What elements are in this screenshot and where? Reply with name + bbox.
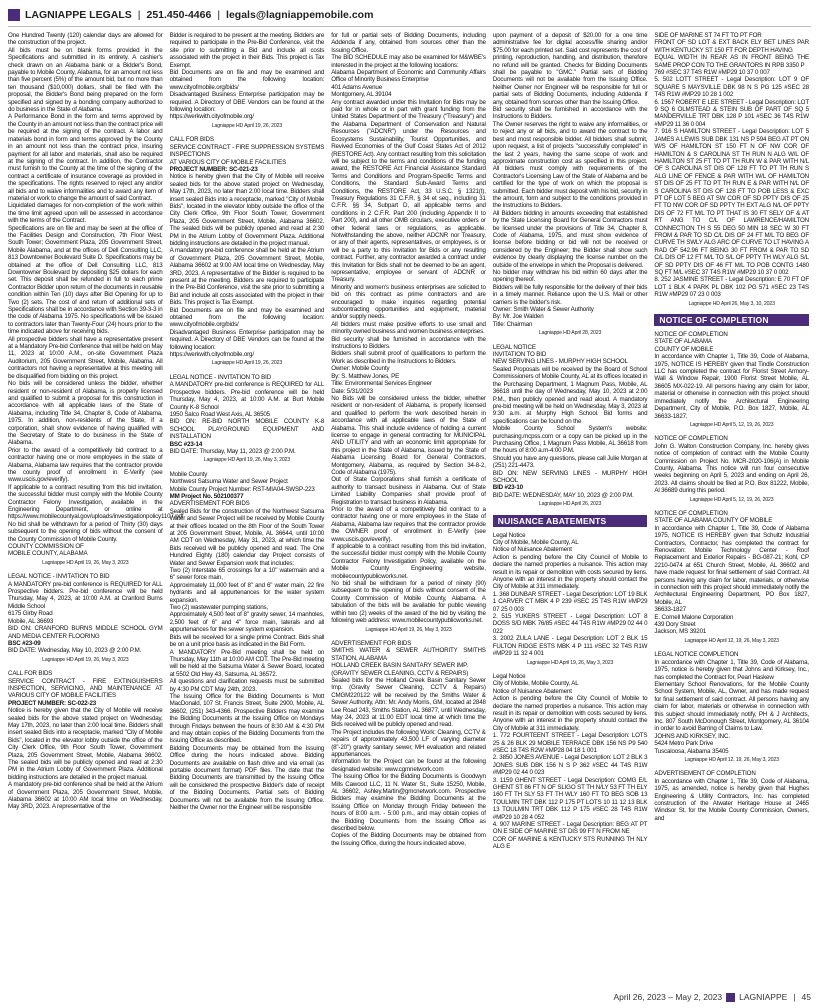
notice-paragraph: BID ON: NEW SERVING LINES - MURPHY HIGH SCHOOL: [492, 469, 648, 484]
notice-paragraph: Approximately 4,500 feet of 8" gravity sewer, 14 manholes, 2,500 feet of 6" and 4" force main, laterals and all appurtenances for the sewer system expansion.: [169, 611, 325, 634]
notice-paragraph: ADVERTISEMENT OF COMPLETION: [654, 770, 756, 778]
publication-byline: Lagniappe HD April 19, 26, 2023: [211, 360, 283, 367]
notice-paragraph: Legal Notice: [492, 531, 526, 539]
notice-paragraph: In accordance with Chapter 1, Title 39, Code of Alabama, 1975, notice is hereby given that Johns and Kirksey, Inc., has completed the Contract for, Pearl Haskew: [654, 658, 809, 681]
notice-paragraph: INVITATION TO BID: [492, 351, 547, 359]
notice-paragraph: A MANDATORY Pre-Bid meeting shall be held on Thursday, May 11th at 10:00 AM CDT. The Pre-Bid meeting will be held at the Satsuma Water & Sewer Board, located at 5502 Old Hwy 43, Satsuma, AL 36572.: [169, 648, 325, 678]
brand-square-icon: [726, 993, 735, 1002]
notice-paragraph: 2. 3850 JONES AVENUE - Legal Description: LOT 2 BLK 3 JONES SUB DBK 156 N S P 362 #SEC 44 T4S R1W #MP29 02 44 0 023: [492, 754, 648, 777]
notice-paragraph: MOBILE COUNTY, ALABAMA: [8, 550, 88, 558]
footer-separator: |: [793, 992, 796, 1002]
notice-paragraph: LEGAL NOTICE: [492, 343, 536, 351]
notice-paragraph: Specifications are on file and may be seen at the office of the Facilities Design and Construction, 7th Floor West, South Tower; Government Plaza, 205 Government Street, Mobile Alabama, and at the offices of Dell Consulting LLC, 813 Downtowner Boulevard Suite D. Specifications may be obtained at the office of Dell Consulting LLC, 813 Downtowner Boulevard by depositing $25 dollars for each set. This deposit shall be refunded in full to each prime Contractor Bidder upon return of the documents in reusable condition within Ten (10) days after Bid Opening for up to Two (2) sets. The cost of and return of additional sets of Specifications shall be in accordance with Section 39-3-3 in the code of Alabama 1975. No specifications will be issued to contractors later than Twenty-Four (24) hours prior to the time indicated above for receiving bids.: [8, 224, 163, 336]
notice-paragraph: All bidders must make positive efforts to use small and minority owned business and women business enterprises.: [331, 320, 486, 336]
notice-paragraph: for full or partial sets of Bidding Documents, including Addenda if any, obtained from sources other than the Issuing Office.: [331, 32, 486, 54]
notice-paragraph: Legal Notice: [492, 672, 526, 680]
section-heading: NOTICE OF COMPLETION: [654, 314, 809, 326]
notice-paragraph: The Project includes the following Work: Cleaning, CCTV & repairs of approximately 43,500 LF of varying diameter (8"-20") gravity sanitary sewer, MH evaluation and related appurtenances.: [331, 728, 486, 758]
bid-number: BID #23-10: [492, 484, 523, 492]
notice-paragraph: HOLLAND CREEK BASIN SANITARY SEWER IMP.: [331, 662, 468, 670]
notice-paragraph: One Hundred Twenty (120) calendar days are allowed for the construction of the project.: [8, 32, 163, 47]
notice-paragraph: John G. Walton Construction Company, Inc. hereby gives notice of completion of contract with the Mobile County Commission on Project No. MCR-2020-106(A) in Mobile County, Alabama. This notice will run four consecutive weeks beginning on April 5, 2023 and ending on April 26, 2023. All claims should be filed at P.O. Box 81222, Mobile, Al 36689 during this period.: [654, 442, 809, 495]
notice-paragraph: NOTICE OF COMPLETION: [654, 331, 728, 339]
notice-paragraph: The Issuing Office for the Bidding Documents is Mott MacDonald, 107 St. Francis Street, Suite 2900, Mobile, AL 36602, (251) 343-4366. Prospective Bidders may examine the Bidding Documents at the Issuing Office on Mondays through Fridays between the hours of 8:30 AM & 4:30 PM and may obtain copies of the Bidding Documents from the Issuing Office as described.: [169, 692, 325, 745]
notice-paragraph: 1. 772 FOURTEENT STREET - Legal Description: LOTS 25 & 26 BLK 29 MOBILE TERRACE DBK 156 NS P9 540 #SEC 18 T4S R2W #MP28 04 18 1 001: [492, 732, 648, 754]
notice-paragraph: Mobile County School System's website: purchasing.mcpss.com or a copy can be picked up in the Purchasing Office, 1 Magnum Pass Mobile, AL 36618 from the hours of 8:00 a.m-4:00 P.M.: [492, 425, 648, 455]
notice-paragraph: STATE OF ALABAMA COUNTY OF MOBILE: [654, 517, 773, 525]
bid-number: BSC #23-14: [169, 440, 203, 448]
notice-paragraph: SERVICE CONTRACT - FIRE SUPPRESSION SYSTEMS INSPECTIONS: [169, 143, 325, 159]
notice-paragraph: City of Mobile, Mobile County, AL: [492, 680, 579, 688]
notice-paragraph: CALL FOR BIDS: [8, 670, 53, 678]
notice-paragraph: A Performance Bond in the form and terms approved by the County in an amount not less than the contract price will be required at the signing of the contract. A labor and materials bond in form and terms approved by the County in an amount not less than the contract price, insuring payment for all labor and materials, shall also be required at the signing of the contract. In addition, the Contractor must furnish to the County at the time of the signing of the contract a certificate of insurance coverage as provided in the specifications. The rights reserved to reject any and/or all bids and to waive informalities and to award any item of material or work to change the amount of said Contract.: [8, 113, 163, 202]
notice-paragraph: A mandatory pre-bid conference shall be held at the Atrium of Government Plaza, 205 Government Street, Mobile, Alabama 36602 at 9:00 AM local time on Wednesday, May 3RD, 2023. A representative of the Bidder is required to be present at the meeting. Bidders are required to participate in the Pre-Bid Conference, visit the site prior to submitting a Bid and include all costs associated with the project in their Bids. This project is Tax Exempt.: [169, 247, 325, 307]
legal-columns: [8, 32, 811, 984]
notice-paragraph: Sealed Bids for the construction of the Northwest Satsuma Water and Sewer Project will be received by Mobile County at their offices located on the 8th Floor of the South Tower at 205 Government Street, Mobile, AL 36644, until 10:00 AM CDT on Wednesday, May 31, 2023, at which time the Bids received will be publicly opened and read. The One Hundred Eighty (180) calendar day Project consists of Water and Sewer Expansion work that includes:: [169, 507, 325, 567]
notice-paragraph: 8. 252 JASMINE STREET - Legal Description: E 70 FT OF LOT 1 BLK 4 PARK PL DBK 102 PG 571 #SEC 23 T4S R1W #MP29 07 23 0 003: [654, 276, 809, 299]
notice-paragraph: Disadvantaged Business Enterprise participation may be required. A Directory of DBE Vendors can be found at the following location:: [169, 328, 325, 351]
bid-number: PROJECT NUMBER: SC-022-23: [8, 699, 97, 707]
header-rule: [8, 26, 811, 27]
header-phone: 251.450-4466: [146, 9, 212, 21]
notice-paragraph: Notice is hereby given that the City of Mobile will receive sealed bids for the above stated project on Wednesday, May 17th, 2023, no later than 2:00 local time. Bidders shall insert sealed Bids into a receptacle, marked "City of Mobile Bids", located in the elevator lobby outside the office of the City Clerk Office, 9th Floor South Tower, Government Plaza, 205 Government Street, Mobile, Alabama 36602. The sealed bids will be publicly opened and read at 2:30 PM in the Atrium Lobby of Government Plaza. Additional bidding instructions are detailed in the project manual.: [169, 173, 325, 247]
notice-paragraph: In accordance with Chapter 1, Title 39, Code of Alabama, 1975, as amended, notice is hereby given that Hughes Engineering & Utility Contractors, Inc. has completed construction of the Atwater Heritage House at 2465 Windsor St. for the Mobile County Commission, Owners, and: [654, 777, 809, 822]
page-header: [8, 8, 373, 22]
notice-paragraph: 1950 Salco Road West Axis, AL 36505: [169, 410, 270, 418]
section-heading: NUISANCE ABATEMENTS: [493, 515, 648, 527]
publication-byline: Lagniappe HD April 19, 26, May 3, 2023: [365, 626, 452, 633]
notice-paragraph: Bid Documents are on file and may be examined and obtained from the following location: www.cityofmobile.org/bids/: [169, 69, 325, 91]
notice-paragraph: Sealed bids for the Holland Creek Basin Sanitary Sewer Imp. (Gravity Sewer Cleaning, CCTV & Repairs) CMGM220122 will be received by the Smiths Water & Sewer Authority, Attn: Mr. Andy Morris, GM, located at 2848 Lee Road 243, Smiths Station, AL 36877, until Wednesday, May 24, 2023 at 11:00 EDT local time at which time the Bids received will be publicly opened and read.: [331, 676, 486, 729]
notice-paragraph: (GRAVITY SEWER CLEANING, CCTV & REPAIRS): [331, 669, 469, 677]
notice-paragraph: Approximately 11,000 feet of 8" and 6" water main, 22 fire hydrants and all appurtenances for the water system expansion.: [169, 581, 325, 604]
notice-paragraph: 7. 916 S HAMILTON STREET - Legal Description: LOT 5 JAMES A LEWIS SUB DBK 131 NS P 594 BEG AT PT ON W/S OF HAMILTON ST 150 FT N OF NW COR OF HAMILTON & S CAROLINA ST TH RUN N ALG W/L OF HAMILTON ST 25 FT TO PT TH RUN W & PAR WITH N/L OF S CAROLINA ST DIS OF 128 FT TO PT TH RUN S ALG LINE OF FENCE & PAR WITH W/L OF HAMILTON ST DIS OF 25 FT TO PT TH RUN E & PAR WITH N/L OF S CAROLINA ST DIS OF 128 FT TO POB LESS & EXC PT OF LOT 5 BEG AT SW COR OF SD PPTY DIS OF 25 FT TO NW COR OF SD PPTY TH EXT ALG N/L OF PPTY DIS OF 72 FT M/L TO PT THAT IS 30 FT SELY OF & AT RT ANG TO C/L OF LAWRENCE/HAMILTON CONNECTION TH S 55 DEG 50 MIN 18 SEC W 30 FT FROM & PAR TO SD C/L DIS OF 24 FT M/L TO BEG OF CURVE TH SWLY ALG ARC OF CURVE TO LT HAVING A RAD OF 542.96 FT BEING 30 FT FROM & PAR TO SD C/L DIS OF 12 FT M/L TO S/L OF PPTY TH WLY ALG S/L OF SD PPTY DIS OF 46 FT M/L TO POB CONTG 1480 SQ FT M/L #SEC 37 T4S R1W #MP29 10 37 0 002: [654, 128, 809, 276]
publication-byline: Lagniappe HD April 19, 26, May 3, 2023: [42, 559, 129, 566]
notice-paragraph: EQUAL WIDTH IN REAR AS IN FRONT BEING THE SAME PROP CON TO THE GRANTORS IN RPB 3350 P: [654, 54, 809, 69]
notice-paragraph: Mobile County Project Number: RST-MIA04-SWSP-223: [169, 485, 315, 493]
notice-paragraph: By: Mr. Joe Walden: [492, 313, 544, 321]
notice-paragraph: Bidders will be fully responsible for the delivery of their bids in a timely manner. Reliance upon the U.S. Mail or other carriers is the bidder's risk.: [492, 283, 648, 306]
notice-paragraph: A MANDATORY pre-bid conference is REQUIRED for ALL Prospective bidders. Pre-bid conference will be held Thursday, May 4, 2023, at 10:00 A.M. at Cranford Burns Middle School: [8, 580, 163, 610]
notice-paragraph: 36633-1827: [654, 606, 686, 614]
notice-paragraph: SIDE OF MARINE ST 74 FT TO PT FOR: [654, 32, 762, 39]
notice-paragraph: Any contract awarded under this Invitation for Bids may be paid for in whole or in part with grant funding from the United States Department of the Treasury ("Treasury") and the Alabama Department of Conservation and Natural Resources ("ADCNR") under the Resources and Ecosystems Sustainability, Tourist Opportunities, and Revived Economies of the Gulf Coast States Act of 2012 (RESTORE Act). Any contract resulting from this solicitation will be subject to the terms and conditions of the funding award, the RESTORE Act Financial Assistance Standard Terms and Conditions and Program-Specific Terms and Conditions, the Standard Sub-Award Terms and Conditions, the RESTORE Act, 33 U.S.C. § 1321(t), Treasury Regulations 31 C.F.R. § 34 et seq., including 31 C.F.R. §§ 34, Subpart D, all applicable terms and conditions in 2 C.F.R. Part 200 (including Appendix II to Part 200), and all other OMB circulars, executive orders or other federal laws or regulations, as applicable. Notwithstanding the above, neither ADCNR nor Treasury, or any of their agents, representatives, or employees, is or will be a party to this Invitation for Bids or any resulting contract. Further, any contractor awarded a contract under this Invitation for Bids shall not be deemed to be an agent, representative, employee or servant of ADCNR or Treasury.: [331, 98, 486, 284]
notice-paragraph: Date: 5/31/2023: [331, 387, 373, 395]
notice-paragraph: COUNTY OF MOBILE: [654, 345, 714, 353]
notice-paragraph: Two (2) Interstate 65 crossings for a 10" watermain and a 6" sewer force main,: [169, 567, 325, 582]
publication-byline: Lagniappe HD April 26, 2023: [538, 501, 602, 508]
notice-paragraph: Bid Documents are on file and may be examined and obtained from the following location: www.cityofmobile.org/bids/: [169, 306, 325, 329]
notice-paragraph: Notice of Nuisance Abatement: [492, 687, 572, 695]
notice-paragraph: BID DATE: Wednesday, May 10, 2023 @ 2:00 P.M.: [8, 647, 142, 655]
notice-paragraph: LEGAL NOTICE - INVITATION TO BID: [169, 373, 272, 381]
notice-paragraph: Mobile, AL 36693: [8, 617, 54, 625]
notice-paragraph: If applicable to a contract resulting from this bid invitation, the successful bidder must comply with the Mobile County Contractor Felony Investigation Policy, available on the Mobile County Engineering website, mobilecountypublicworks.net.: [331, 543, 486, 580]
notice-paragraph: FRONT OF SD LOT & EXT BACK ELY BET LINES PAR WITH KENTUCKY ST 150 FT FOR DEPTH HAVING: [654, 39, 809, 54]
notice-paragraph: Bids will be received for a single prime Contract. Bids shall be on a unit price basis as indicated in the Bid Form.: [169, 633, 325, 649]
notice-paragraph: All prospective bidders shall have a representative present at a Mandatory Pre-bid Conference that will be held on May 11, 2023 at 10:00 A.M., on-site Government Plaza Auditorium, 205 Government Street, Mobile, Alabama. All contractors not having a representative at this meeting will be disqualified from bidding on this project.: [8, 335, 163, 380]
notice-paragraph: CALL FOR BIDS: [169, 136, 214, 144]
notice-paragraph: By: S. Matthew Jones, PE: [331, 372, 400, 380]
notice-paragraph: 769 #SEC 37 T4S R1W #MP29 10 37 0 007: [654, 69, 770, 77]
notice-paragraph: In accordance with Chapter 1, Title 39, Code of Alabama 1975, NOTICE IS HEREBY given that Schultz Industrial Contractors, Contractor, has completed the contract for Renovation: Mobile Technology Center - Roof Replacement and Exterior Repairs - BG-087-21; Kohl, CP 2210-0474 at 651 Church Street, Mobile, AL 36602 and have made request for final settlement of said Contract. All persons having any claim for labor, materials, or otherwise in connection with this project should immediately notify the Architectural Engineering Department, PO Box 1827, Mobile, AL: [654, 524, 809, 606]
column-5: [654, 32, 809, 984]
notice-paragraph: 1. 368 DUNBAR STREET - Legal Description: LOT 19 BLK 1 CARVER CT MBK 4 P 239 #SEC 25 T4S R1W #MP29 07 25 0 003: [492, 590, 648, 613]
notice-paragraph: No Bids will be considered unless the bidder, whether resident or non-resident of Alabama, is properly licensed and qualified to perform the work described herein in accordance with all applicable laws of the State of Alabama. This shall include evidence of holding a current license to engage in general contracting for MUNICIPAL AND UTILITY and with an economic limit appropriate for this project in the State of Alabama, issued by the State of Alabama Licensing Board for General Contractors, Montgomery, Alabama, as required by Section 34-8-2, Code of Alabama (1975).: [331, 394, 486, 476]
notice-paragraph: 6175 Girby Road: [8, 610, 53, 618]
notice-paragraph: 3. 2002 ZULA LANE - Legal Description: LOT 2 BLK 15 FULTON RIDGE ESTS MBK 4 P 111 #SEC 32 T4S R1W #MP29 11 32 4 001: [492, 635, 648, 658]
publication-byline: Lagniappe HD April 5, 12, 19, 26, 2023: [689, 421, 774, 428]
notice-paragraph: ADVERTISEMENT FOR BIDS: [331, 639, 412, 647]
column-3: [331, 32, 486, 984]
publication-byline: Lagniappe HD April 19, 26, May 3, 2023: [42, 656, 129, 663]
notice-paragraph: Bid security shall be furnished in accordance with the Instructions to Bidders.: [492, 106, 648, 121]
notice-paragraph: All Bidders bidding in amounts exceeding that established by the State Licensing Board for General Contractors must be licensed under the provisions of Title 34, Chapter 8, Code of Alabama, 1975, and must show evidence of license before bidding or bid will not be received or considered by the Engineer; the Bidder shall show such evidence by clearly displaying the license number on the outside of the envelope in which the Proposal is delivered.: [492, 209, 648, 269]
notice-paragraph: All bids must be on blank forms provided in the Specifications and submitted in its entirety. A cashier's check drawn on an Alabama bank or a Bidder's Bond, payable to Mobile County, Alabama, for an amount not less than five percent (5%) of the amount bid, but no more than ten thousand ($10,000) dollars, shall be filed with the proposal, the Bidder's Bond being prepared on the form specified and signed by a bonding company authorized to do business in the State of Alabama.: [8, 46, 163, 114]
column-1: [8, 32, 184, 984]
notice-paragraph: No bidder may withdraw his bid within 60 days after the opening thereof.: [492, 269, 648, 284]
notice-paragraph: 2. 515 YUKERS STREET - Legal Description: LOT 8 DOSS S/D MBK 76/85 #SEC 44 T4S R1W #MP29 02 44 0 022: [492, 613, 648, 635]
publication-byline: Lagniappe HD April 19, 26, 2023: [211, 122, 283, 129]
notice-paragraph: Elementary School Renovations, for the Mobile County School System, Mobile, AL, Owner, and has made request for final settlement of said contract. All persons having any claim for labor, materials or otherwise in connection with this subject should immediately notify, PH & J Architects, Inc. 807 South McDonough Street, Montgomery, AL 36104 in order to avoid Barring of Claims to Law.: [654, 680, 809, 733]
notice-paragraph: 5424 Metro Park Drive: [654, 740, 714, 748]
notice-paragraph: No bid shall be withdrawn for a period of Thirty (30) days subsequent to the opening of bids without the consent of the County Commission of Mobile County.: [8, 520, 163, 543]
footer-brand: LAGNIAPPE: [739, 992, 788, 1002]
notice-paragraph: Alabama Department of Economic and Community Affairs Office of Minority Business Enterprise: [331, 69, 486, 84]
notice-paragraph: NOTICE OF COMPLETION: [654, 435, 728, 443]
notice-paragraph: Bidding Documents may be obtained from the Issuing Office during the hours indicated above. Bidding Documents are available on flash drive and via email (as portable document format) PDF files. The date that the Bidding Documents are transmitted by the Issuing Office will be considered the prospective Bidder's date of receipt of the Bidding Documents. Partial sets of Bidding Documents will not be available from the Issuing Office. Neither the Owner nor the Engineer will be responsible: [169, 744, 325, 812]
publication-byline: Lagniappe HD April 28, 2023: [538, 330, 602, 337]
notice-paragraph: Owner: Mobile County: [331, 365, 390, 373]
notice-paragraph: 5. 502 LOTT STREET - Legal Description: LOT 9 OF SQUARE 5 MAYSVILLE DBK 98 N S PG 125 #SEC 28 T4S R1W #MP29 10 28 1 002: [654, 76, 809, 99]
notice-paragraph: Notice of Nuisance Abatement: [492, 546, 572, 554]
notice-paragraph: 3. 1159 GHENT STREET - Legal Description: COMG E/L GHENT ST 86 FT N OF SLIGO ST TH N/LY 53 FT TH ELY 160 FT TH SLY 53 FT TH WLY 160 FT TO BEG SOB 13 TOULMIN TRT DBK 112 P 175 PT LOTS 10 11 12 13 BLK 13 TOULMIN TRT DBK 112 P 175 #SEC 28 T4S R1W #MP29 10 28 4 052: [492, 776, 648, 821]
notice-paragraph: COUNTY COMMISSION OF: [8, 543, 84, 551]
notice-paragraph: A mandatory pre-bid conference shall be held at the Atrium of Government Plaza, 205 Government Street, Mobile, Alabama 36602 at 10:00 AM local time on Wednesday, May 3RD, 2023. A representative of the: [8, 781, 163, 811]
notice-paragraph: STATE OF ALABAMA: [654, 338, 712, 346]
header-section-title: LAGNIAPPE LEGALS: [25, 9, 132, 21]
notice-paragraph: No bid shall be withdrawn for a period of ninety (90) subsequent to the opening of bids without consent of the County Commission of Mobile County, Alabama. A tabulation of the bids will be available for public viewing within two (2) weeks of the award of the bid by visiting the following web address: www.mobilecountypublicworks.net.: [331, 580, 486, 625]
page-footer: [613, 992, 811, 1002]
notice-paragraph: Two (2) wastewater pumping stations,: [169, 604, 269, 612]
column-2: [170, 32, 325, 984]
notice-paragraph: BID ON: RE-BID NORTH MOBILE COUNTY K-8 SCHOOL PLAYGROUND EQUIPMENT AND INSTALLATION: [169, 418, 325, 441]
notice-paragraph: LEGAL NOTICE COMPLETION: [654, 651, 739, 659]
notice-paragraph: Notice is hereby given that the City of Mobile will receive sealed bids for the above stated project on Wednesday, May 17th, 2023, no later than 2:00 local time. Bidders shall insert sealed Bids into a receptacle, marked "City of Mobile Bids", located in the elevator lobby outside the office of the City Clerk Office, 9th Floor South Tower, Government Plaza, 205 Government Street, Mobile, Alabama 36602. The sealed bids will be publicly opened and read at 2:30 PM in the Atrium Lobby of Government Plaza. Additional bidding instructions are detailed in the project manual.: [8, 707, 163, 781]
notice-paragraph: SMITHS WATER & SEWER AUTHORITY SMITHS STATION, ALABAMA: [331, 647, 486, 662]
notice-paragraph: LEGAL NOTICE - INVITATION TO BID: [8, 573, 110, 581]
publication-byline: Lagniappe HD April 12, 19, 26, May 3, 2023: [684, 756, 779, 763]
notice-paragraph: Out of State Corporations shall furnish a certificate of authority to transact business in Alabama. Out of State Limited Liability Companies shall provide proof of Registration to transact business in Alabama.: [331, 476, 486, 506]
notice-paragraph: Mobile County: [169, 470, 208, 478]
notice-paragraph: If applicable to a contract resulting from this bid invitation, the successful bidder must comply with the Mobile County Contractor Felony Investigation, available in the Engineering Department, or online at https://www.mobilecountyal.gov/uploads/investigationpolicy1107.pdf: [8, 483, 184, 521]
notice-paragraph: 6. 1567 ROBERT E LEE STREET - Legal Description: LOT 9 SQ 6 OLMSTEAD & STEIN SUB OF PART OF SQ 5 MANDERVILLE TRT DBK 128 P 101 #SEC 36 T4S R1W #MP29 11 36 0 004: [654, 98, 809, 128]
notice-paragraph: upon payment of a deposit of $20.00 for a one time administrative fee for digital access/file sharing and/or $75.00 for each printed set. Said cost represents the cost of printing, reproduction, handling, and distribution, therefore no refund will be granted. Checks for Bidding Documents shall be payable to "GMC." Partial sets of Bidding Documents will not be available from the Issuing Office. Neither Owner nor Engineer will be responsible for full or partial sets of Bidding Documents, including Addenda if any, obtained from sources other than the Issuing Office.: [492, 32, 648, 106]
notice-paragraph: Bidder is required to be present at the meeting. Bidders are required to participate in the Pre-Bid Conference, visit the site prior to submitting a Bid and include all costs associated with the project in their Bids. This project is Tax Exempt.: [169, 32, 325, 69]
brand-square-icon: [8, 9, 20, 21]
notice-paragraph: Sealed Proposals will be received by the Board of School Commissioners of Mobile County, AL at its offices located in the Purchasing Department, 1 Magnum Pass, Mobile, AL 36618 until the day of Wednesday, May 10, 2023 at 2:00 P.M., then publicly opened and read aloud. A mandatory pre-bid meeting will be held on Wednesday, May 3, 2023 at 9:30 a.m. at Murphy High School. Bid forms and specifications can be found on the: [492, 365, 648, 425]
notice-paragraph: NOTICE OF COMPLETION: [654, 509, 728, 517]
publication-byline: Lagniappe HD April 19, 26, May 3, 2023: [526, 659, 614, 666]
header-email[interactable]: legals@lagniappemobile.com: [226, 9, 374, 21]
notice-paragraph: Action is pending before the City Council of Mobile to declare the named properties a nuisance. This action may result in its repair or demolition with costs secured by liens. Anyone with an interest in the property should contact the City of Mobile at 311 immediately.: [492, 553, 648, 591]
notice-paragraph: 4. 907 MARINE STREET - Legal Description: BEG AT PT ON E SIDE OF MARINE ST DIS 99 FT N FROM NE: [492, 821, 648, 836]
notice-paragraph: Information for the Project can be found at the following designated website: www.cgmnetwork.com: [331, 758, 486, 773]
notice-paragraph: In accordance with Chapter 1, Title 39, Code of Alabama, 1975, NOTICE IS HEREBY given that Tindle Construction LLC has completed the contract for Florist Street Armory-Wall & Window Repair, 1900 Florist Street Mobile, AL 36605 MX-022-19. All persons having any claim for labor, material or otherwise in connection with this project should immediately notify the Architectural Engineering Department, City of Mobile, P.O. Box 1827, Mobile, AL 36633-1827.: [654, 353, 809, 420]
notice-paragraph: Disadvantaged Business Enterprise participation may be required. A Directory of DBE Vendors can be found at the following location:: [169, 91, 325, 114]
bid-number: PROJECT NUMBER: SC-021-23: [169, 165, 258, 173]
notice-paragraph: https://werkwith.cityofmobile.org/: [169, 113, 254, 121]
notice-paragraph: NEW SERVING LINES - MURPHY HIGH SCHOOL: [492, 358, 628, 366]
notice-paragraph: The BID SCHEDULE may also be examined for M&WBE's interested in the project at the following locations:: [331, 54, 486, 69]
notice-paragraph: No bids will be considered unless the bidder, whether resident or non-resident of Alabama, is properly licensed and qualified to submit a proposal for this construction in accordance with all applicable laws of the State of Alabama, including Title 34, Chapter 8, Code of Alabama, 1975. In addition, non-residents of the State, if a corporation, shall show evidence of having qualified with the Secretary of State to do business in the State of Alabama.: [8, 380, 163, 447]
notice-paragraph: Title: Chairman: [492, 320, 533, 328]
notice-paragraph: 401 Adams Avenue: [331, 83, 382, 91]
notice-paragraph: SERVICE CONTRACT - FIRE EXTINGUISHERS INSPECTION, SERVICING, AND MAINTENANCE AT VARIOUS CITY OF MOBILE FACILITIES: [8, 677, 163, 700]
header-separator: |: [137, 9, 141, 21]
notice-paragraph: E. Cornell Malone Corporation: [654, 613, 734, 621]
notice-paragraph: Bidders shall submit proof of qualifications to perform the Work as described in the Instructions to Bidders.: [331, 350, 486, 365]
notice-paragraph: JOHNS AND KIRKSEY, INC.: [654, 732, 730, 740]
header-separator: |: [217, 9, 221, 21]
bid-number: MM Project No. 502100377: [169, 492, 244, 500]
publication-byline: Lagniappe HD April 26, May 3, 10, 2023: [688, 300, 775, 307]
notice-paragraph: City of Mobile, Mobile County, AL: [492, 539, 579, 546]
notice-paragraph: AT VARIOUS CITY OF MOBILE FACILITIES: [169, 158, 287, 166]
notice-paragraph: Jackson, MS 39201: [654, 628, 707, 636]
notice-paragraph: Minority and women's business enterprises are solicited to bid on this contract as prime contractors and are encouraged to make inquiries regarding potential subcontracting opportunities and equipment, material and/or supply needs.: [331, 283, 486, 321]
notice-paragraph: The Owner reserves the right to waive any informalities, or to reject any or all bids, and to award the contract to the best and most responsible bidder. All bidders shall submit, upon request, a list of projects "successfully completed" in the last 2 years, having the same scope of work and approximate construction cost as specified in this project. All bidders must comply with requirements of the Contractor's Licensing Law of the State of Alabama and be certified for the type of work on which the proposal is submitted. Each bidder must deposit with his bid, security in the amount, form and subject to the conditions provided in the Instructions to Bidders.: [492, 120, 648, 210]
notice-paragraph: Copies of the Bidding Documents may be obtained from the Issuing Office, during the hours indicated above,: [331, 832, 486, 847]
notice-paragraph: Should you have any questions, please call Julie Morgan at (251) 221-4473.: [492, 454, 648, 470]
notice-paragraph: Owner: Smith Water & Sewer Authority: [492, 306, 594, 314]
publication-byline: Lagniappe HD April 19, 26, May 3, 2023: [203, 457, 291, 464]
notice-paragraph: Northwest Satsuma Water and Sewer Project: [169, 478, 288, 486]
bid-number: BSC #23-09: [8, 639, 41, 647]
footer-dates: April 26, 2023 – May 2, 2023: [613, 992, 723, 1002]
notice-paragraph: Action is pending before the City Council of Mobile to declare the named properties a nuisance. This action may result in its repair or demolition with costs secured by liens. Anyone with an interest in the property should contact the City of Mobile at 311 immediately.: [492, 695, 648, 732]
notice-paragraph: ADVERTISEMENT FOR BIDS: [169, 500, 250, 508]
notice-paragraph: Montgomery, AL 39104: [331, 91, 392, 99]
notice-paragraph: A MANDATORY pre-bid conference is REQUIRED for ALL Prospective bidders. Pre-bid conference will be held Thursday, May 4, 2023, at 10:00 A.M. at Burt Mobile County K-8 School: [169, 381, 325, 411]
notice-paragraph: 439 Dory Street: [654, 621, 696, 629]
notice-paragraph: Prior to the award of a competitively bid contract to a contractor having one or more employees in the state of Alabama, Alabama law requires that the contractor provide the county proof of enrollment in E-Verify (see www.uscis.gov/everify).: [8, 446, 163, 484]
notice-paragraph: BID DATE: Thursday, May 11, 2023 @ 2:00 P.M.: [169, 447, 296, 455]
notice-paragraph: The Issuing Office for the Bidding Documents is Goodwyn Mills Cawood LLC, 11 N. Water St., Suite 15250, Mobile, AL 36602, Ashley.Martin@gmcnetwork.com. Prospective Bidders may examine the Bidding Documents at the Issuing Office on Monday through Friday between the hours of 8:00 a.m. - 5:00 p.m., and may obtain copies of the Bidding Documents from the Issuing Office as described below.: [331, 773, 486, 833]
notice-paragraph: BID ON: CRANFORD BURNS MIDDLE SCHOOL GYM AND MEDIA CENTER FLOORING: [8, 625, 163, 640]
publication-byline: Lagniappe HD April 5, 12, 19, 26, 2023: [689, 496, 774, 503]
column-4: [493, 32, 648, 984]
notice-paragraph: Liquidated damages for non-completion of the work within the time limit agreed upon will be assessed in accordance with the terms of the Contract.: [8, 202, 163, 225]
notice-paragraph: COR OF MARINE & KENTUCKY STS RUNNING TH NLY ALG E: [492, 835, 648, 851]
notice-paragraph: Title: Environmental Services Engineer: [331, 380, 432, 388]
publication-byline: Lagniappe HD April 12, 19, 26, May 3, 2023: [684, 637, 779, 644]
notice-paragraph: Prior to the award of a competitively bid contract to a contractor having one or more employees in the State of Alabama, Alabama law requires that the contractor provide the OWNER proof of enrollment in E-Verify (see www.uscis.gov/everify).: [331, 506, 486, 543]
footer-page-number: 45: [801, 992, 811, 1002]
notice-paragraph: Bid security shall be furnished in accordance with the Instructions to Bidders.: [331, 335, 486, 351]
notice-paragraph: All questions and clarification requests must be submitted by 4:30 PM CDT May 24th, 2023.: [169, 678, 325, 693]
notice-paragraph: https://werkwith.cityofmobile.org/: [169, 351, 254, 359]
notice-paragraph: Tuscaloosa, Alabama 35405: [654, 747, 729, 755]
notice-paragraph: BID DATE: WEDNESDAY, MAY 10, 2023 @ 2:00 P.M.: [492, 491, 634, 499]
